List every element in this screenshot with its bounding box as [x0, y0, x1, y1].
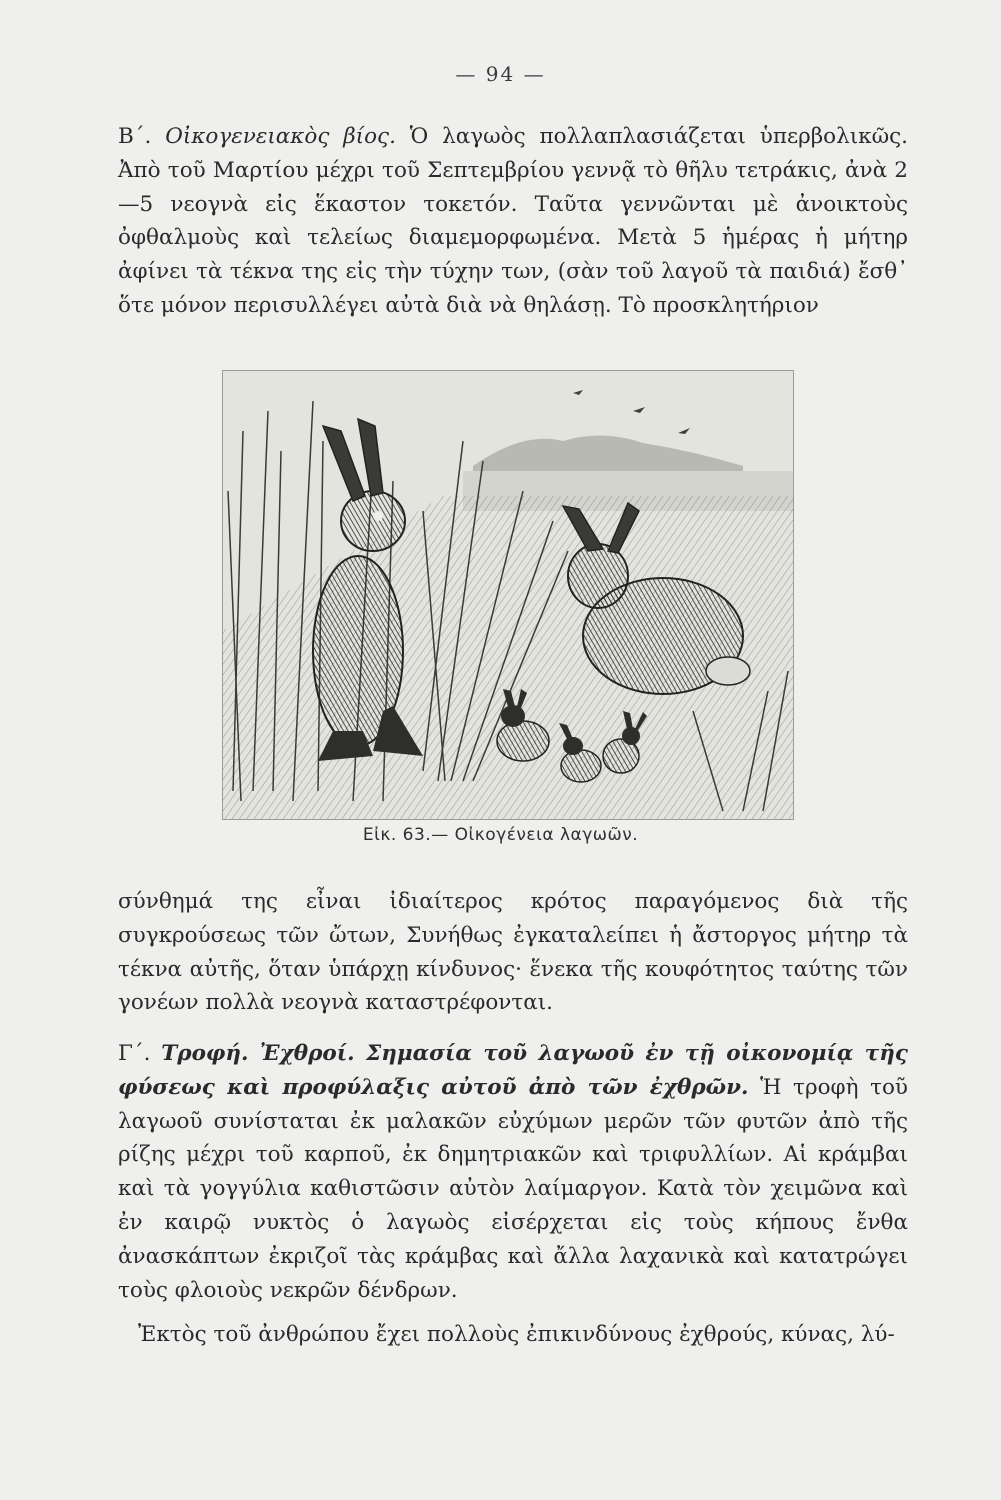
section-c-title: Τροφή. Ἐχθροί. Σημασία τοῦ λαγωοῦ ἐν τῇ οἰκονομίᾳ τῆς φύσεως καὶ προφύλαξις αὐτοῦ ἀπὸ τῶν ἐχθρῶν.: [118, 1041, 908, 1100]
section-b-title: Οἰκογενειακὸς βίος.: [165, 124, 396, 149]
section-b-label: Β΄.: [118, 124, 152, 149]
section-c-label: Γ΄.: [118, 1041, 151, 1066]
section-c-text: Ἡ τροφὴ τοῦ λαγωοῦ συνίσταται ἐκ μαλακῶν εὐχύμων μερῶν τῶν φυτῶν ἀπὸ τῆς ρίζης μέχρι τοῦ καρποῦ, ἐκ δημητριακῶν καὶ τριφυλλίων. Αἱ κράμβαι καὶ τὰ γογγύλια καθιστῶσιν αὐτὸν λαίμαργον. Κατὰ τὸν χειμῶνα καὶ ἐν καιρῷ νυκτὸς ὁ λαγωὸς εἰσέρχεται εἰς τοὺς κήπους ἔνθα ἀνασκάπτων ἐκριζοῖ τὰς κράμβας καὶ ἄλλα λαχανικὰ καὶ κατατρώγει τοὺς φλοιοὺς νεκρῶν δένδρων.: [118, 1074, 908, 1303]
page-number: — 94 —: [455, 62, 546, 86]
figure-caption: Εἰκ. 63.— Οἰκογένεια λαγωῶν.: [362, 825, 639, 845]
hare-family-illustration: [222, 370, 794, 820]
continuation-paragraph: σύνθημά της εἶναι ἰδιαίτερος κρότος παραγόμενος διὰ τῆς συγκρούσεως τῶν ὤτων, Συνήθως ἐγκαταλείπει ἡ ἄστοργος μήτηρ τὰ τέκνα αὐτῆς, ὅταν ὑπάρχῃ κίνδυνος· ἕνεκα τῆς κουφότητος ταύτης τῶν γονέων πολλὰ νεογνὰ καταστρέφονται.: [118, 889, 908, 1016]
section-b-paragraph: [118, 120, 908, 323]
section-c-paragraph: [118, 1037, 908, 1307]
last-paragraph: Ἐκτὸς τοῦ ἀνθρώπου ἔχει πολλοὺς ἐπικινδύνους ἐχθρούς, κύνας, λύ-: [138, 1322, 895, 1347]
section-b-text: Ὁ λαγωὸς πολλαπλασιάζεται ὑπερβολικῶς. Ἀπὸ τοῦ Μαρτίου μέχρι τοῦ Σεπτεμβρίου γεννᾷ τὸ θῆλυ τετράκις, ἀνὰ 2—5 νεογνὰ εἰς ἕκαστον τοκετόν. Ταῦτα γεννῶνται μὲ ἀνοικτοὺς ὀφθαλμοὺς καὶ τελείως διαμεμορφωμένα. Μετὰ 5 ἡμέρας ἡ μήτηρ ἀφίνει τὰ τέκνα της εἰς τὴν τύχην των, (σὰν τοῦ λαγοῦ τὰ παιδιά) ἔσθ᾽ ὅτε μόνον περισυλλέγει αὐτὰ διὰ νὰ θηλάσῃ. Τὸ προσκλητήριον: [118, 124, 909, 318]
